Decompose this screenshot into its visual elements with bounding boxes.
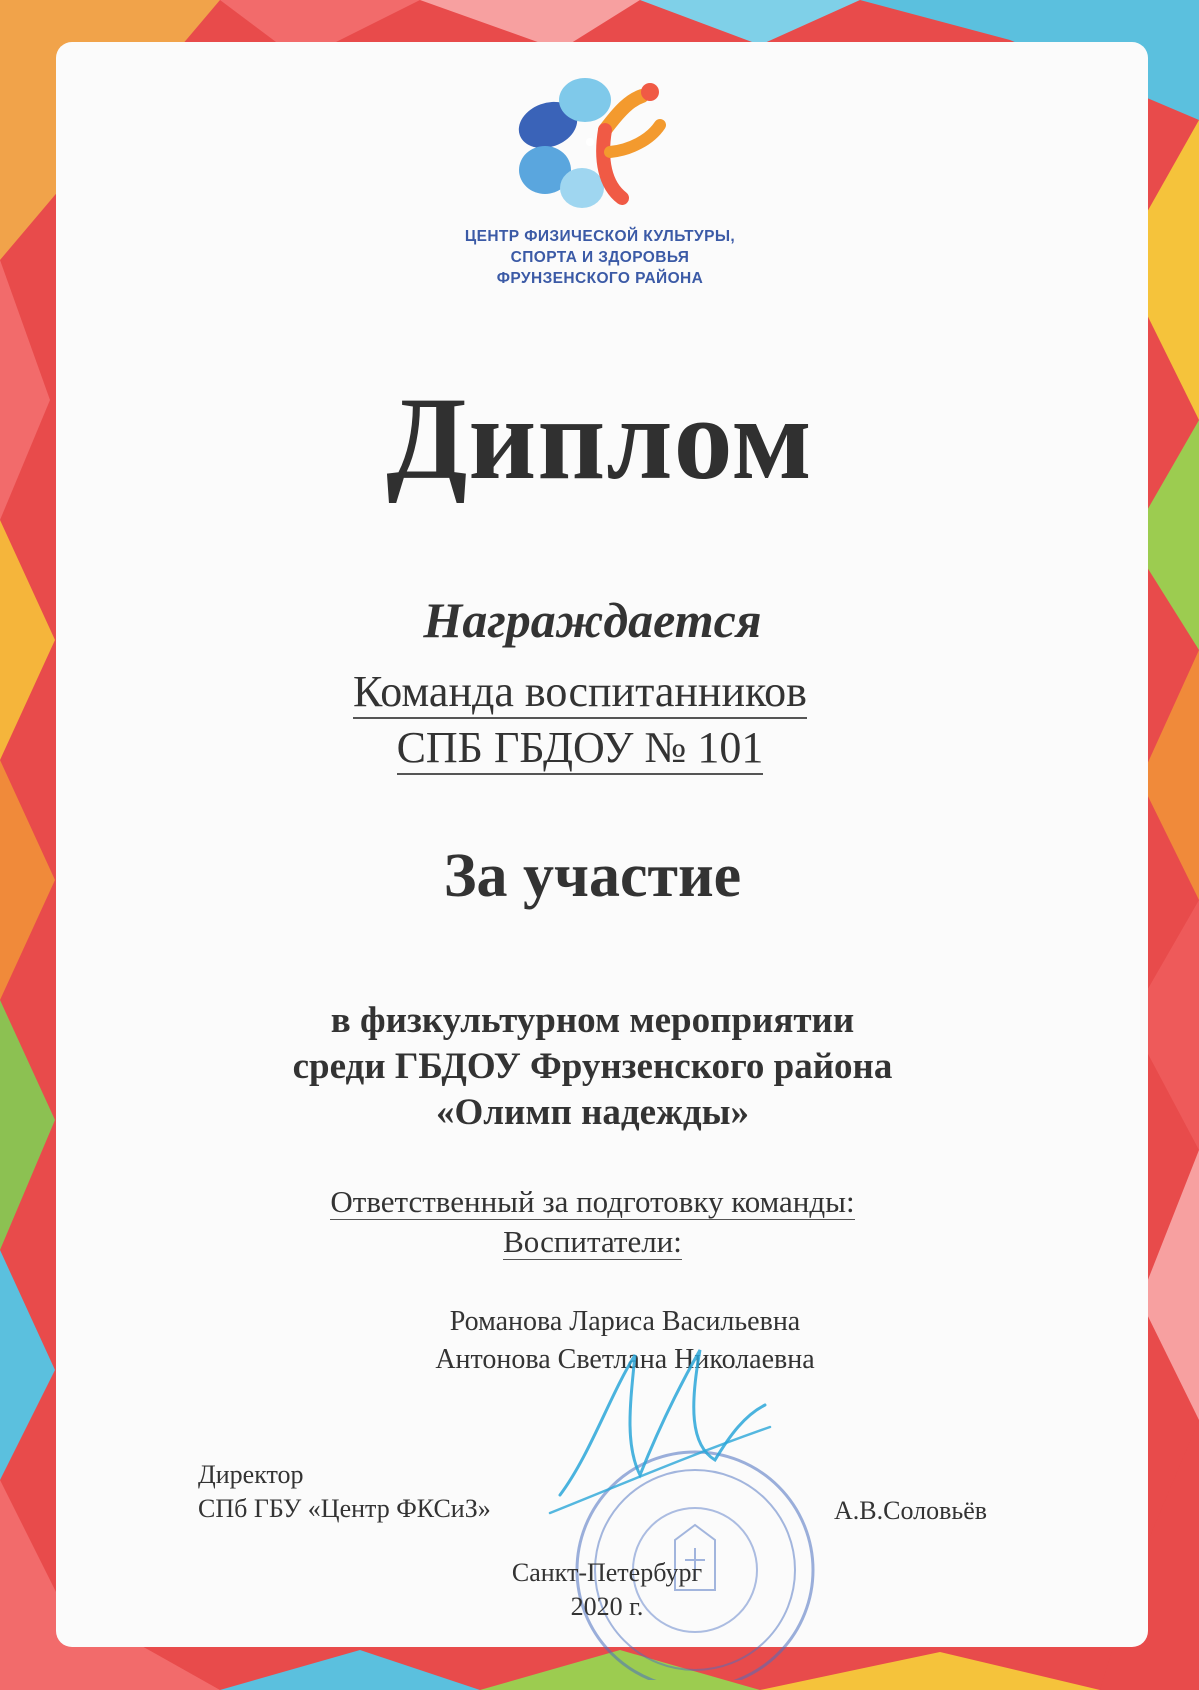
event-line: среди ГБДОУ Фрунзенского района bbox=[292, 1046, 893, 1087]
responsible-heading bbox=[0, 1182, 1185, 1262]
event-description bbox=[0, 998, 1185, 1136]
diploma-title: Диплом bbox=[386, 373, 813, 504]
place-and-date bbox=[0, 1556, 1199, 1624]
handwritten-signature bbox=[540, 1335, 780, 1525]
event-line: в физкультурном мероприятии bbox=[330, 1000, 855, 1041]
organization-name bbox=[400, 226, 800, 289]
teacher-name: Антонова Светлана Николаевна bbox=[435, 1344, 815, 1375]
responsible-line: Ответственный за подготовку команды: bbox=[330, 1184, 855, 1219]
flower-with-running-figure-icon bbox=[510, 70, 690, 220]
recipient-line: СПБ ГБДОУ № 101 bbox=[397, 723, 764, 775]
recipient bbox=[0, 664, 1160, 776]
director-line: СПб ГБУ «Центр ФКСиЗ» bbox=[198, 1494, 491, 1523]
year: 2020 г. bbox=[570, 1592, 644, 1621]
awarded-heading: Награждается bbox=[423, 592, 762, 648]
signer-name: А.В.Соловьёв bbox=[834, 1496, 988, 1525]
city: Санкт-Петербург bbox=[511, 1558, 703, 1587]
event-line: «Олимп надежды» bbox=[435, 1092, 750, 1133]
director-line: Директор bbox=[198, 1460, 304, 1489]
award-reason: За участие bbox=[443, 842, 742, 910]
recipient-line: Команда воспитанников bbox=[353, 667, 807, 719]
responsible-line: Воспитатели: bbox=[503, 1224, 682, 1259]
org-line: ФРУНЗЕНСКОГО РАЙОНА bbox=[496, 270, 704, 287]
org-line: СПОРТА И ЗДОРОВЬЯ bbox=[510, 249, 690, 266]
teacher-name: Романова Лариса Васильевна bbox=[449, 1306, 801, 1337]
org-line: ЦЕНТР ФИЗИЧЕСКОЙ КУЛЬТУРЫ, bbox=[464, 228, 736, 245]
director-title bbox=[198, 1458, 491, 1526]
